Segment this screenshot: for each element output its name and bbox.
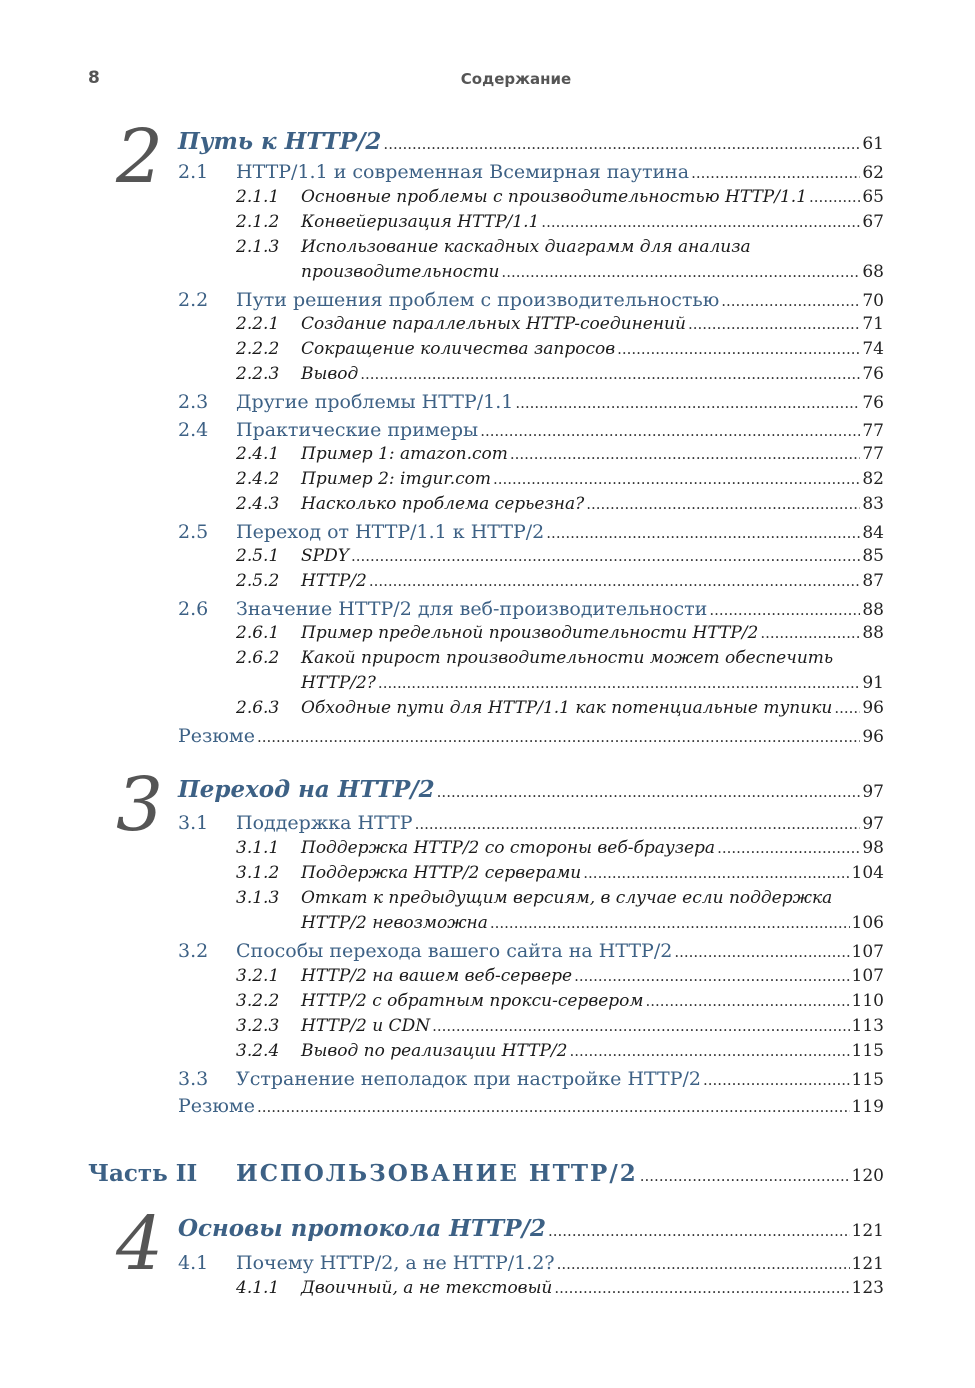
dot-leader — [360, 365, 860, 383]
page-ref: 121 — [851, 1221, 884, 1241]
toc-section[interactable] — [178, 940, 884, 966]
dot-leader — [834, 699, 860, 717]
toc-section[interactable] — [178, 598, 884, 624]
toc-subsection[interactable] — [236, 212, 884, 238]
toc-subsection[interactable] — [236, 863, 884, 889]
dot-leader — [515, 394, 860, 412]
subsection-number: 2.2.1 — [236, 314, 280, 334]
dot-leader — [617, 340, 860, 358]
section-title: Устранение неполадок при настройке HTTP/2 — [236, 1068, 701, 1090]
page-ref: 110 — [851, 991, 884, 1011]
subsection-title: Создание параллельных HTTP-соединений — [301, 314, 686, 334]
section-number: 3.2 — [178, 940, 209, 962]
toc-subsection[interactable] — [236, 966, 884, 992]
dot-leader — [257, 728, 860, 746]
page-ref: 119 — [851, 1097, 884, 1117]
section-number: 3.3 — [178, 1068, 209, 1090]
dot-leader — [480, 422, 860, 440]
section-number: 4.1 — [178, 1252, 209, 1274]
page-ref: 115 — [851, 1070, 884, 1090]
dot-leader — [586, 495, 860, 513]
dot-leader — [640, 1167, 850, 1185]
toc-section[interactable] — [178, 391, 884, 417]
subsection-title-continued: HTTP/2 невозможна — [301, 913, 488, 933]
page-ref: 77 — [862, 421, 884, 441]
section-number: 2.4 — [178, 419, 209, 441]
page-ref: 96 — [862, 698, 884, 718]
toc-subsection[interactable] — [236, 444, 884, 470]
dot-leader — [691, 164, 860, 182]
toc-subsection[interactable] — [236, 187, 884, 213]
part-label: Часть II — [88, 1160, 198, 1187]
subsection-title: HTTP/2 — [301, 571, 367, 591]
subsection-title-continued: HTTP/2? — [301, 673, 376, 693]
page-ref: 65 — [862, 187, 884, 207]
page-ref: 85 — [862, 546, 884, 566]
toc-subsection[interactable] — [236, 494, 884, 520]
subsection-title: Сокращение количества запросов — [301, 339, 616, 359]
toc-subsection[interactable] — [236, 237, 884, 263]
page-ref: 84 — [862, 523, 884, 543]
dot-leader — [809, 188, 860, 206]
page-number: 8 — [88, 68, 100, 88]
page-ref: 97 — [862, 782, 884, 802]
page-ref: 107 — [851, 966, 884, 986]
subsection-title: Пример 2: imgur.com — [301, 469, 491, 489]
page-ref: 115 — [851, 1041, 884, 1061]
subsection-number: 3.1.3 — [236, 888, 280, 908]
dot-leader — [709, 601, 860, 619]
page-ref: 121 — [851, 1254, 884, 1274]
chapter-title: Переход на HTTP/2 — [178, 776, 435, 803]
subsection-number: 2.1.2 — [236, 212, 280, 232]
dot-leader — [569, 1042, 849, 1060]
toc-section[interactable] — [178, 161, 884, 187]
page-ref: 70 — [862, 291, 884, 311]
page-ref: 76 — [862, 393, 884, 413]
dot-leader — [369, 572, 861, 590]
toc-subsection-continued[interactable] — [301, 673, 884, 699]
subsection-title: Двоичный, а не текстовый — [301, 1278, 553, 1298]
dot-leader — [557, 1255, 850, 1273]
dot-leader — [415, 815, 861, 833]
dot-leader — [493, 470, 860, 488]
toc-subsection[interactable] — [236, 991, 884, 1017]
chapter-title: Основы протокола HTTP/2 — [178, 1215, 546, 1242]
subsection-number: 3.2.2 — [236, 991, 280, 1011]
section-number: 3.1 — [178, 812, 209, 834]
toc-summary[interactable] — [178, 725, 884, 751]
dot-leader — [546, 524, 860, 542]
page-ref: 61 — [862, 134, 884, 154]
section-number: 2.2 — [178, 289, 209, 311]
section-title: Способы перехода вашего сайта на HTTP/2 — [236, 940, 673, 962]
subsection-number: 2.4.1 — [236, 444, 280, 464]
toc-section[interactable] — [178, 812, 884, 838]
toc-subsection[interactable] — [236, 1041, 884, 1067]
subsection-title: Основные проблемы с производительностью HTTP/1.1 — [301, 187, 808, 207]
subsection-title: Поддержка HTTP/2 со стороны веб-браузера — [301, 838, 716, 858]
subsection-title-continued: производительности — [301, 262, 500, 282]
subsection-title: HTTP/2 и CDN — [301, 1016, 431, 1036]
dot-leader — [717, 839, 860, 857]
toc-subsection[interactable] — [236, 698, 884, 724]
section-title: HTTP/1.1 и современная Всемирная паутина — [236, 161, 690, 183]
page-ref: 88 — [862, 600, 884, 620]
dot-leader — [378, 674, 860, 692]
toc-subsection-continued[interactable] — [301, 262, 884, 288]
section-title: Поддержка HTTP — [236, 812, 413, 834]
toc-subsection-continued[interactable] — [301, 913, 884, 939]
section-number: 2.6 — [178, 598, 209, 620]
running-header: Содержание — [460, 70, 572, 88]
page-ref: 67 — [862, 212, 884, 232]
subsection-title: Пример предельной производительности HTTP/2 — [301, 623, 759, 643]
page-ref: 113 — [851, 1016, 884, 1036]
dot-leader — [432, 1017, 849, 1035]
subsection-number: 2.1.3 — [236, 237, 280, 257]
page-ref: 88 — [862, 623, 884, 643]
subsection-title: Какой прирост производительности может обеспечить — [301, 648, 834, 668]
page-ref: 96 — [862, 727, 884, 747]
page-ref: 76 — [862, 364, 884, 384]
subsection-number: 3.2.3 — [236, 1016, 280, 1036]
page-ref: 91 — [862, 673, 884, 693]
subsection-title: Вывод по реализации HTTP/2 — [301, 1041, 568, 1061]
summary-title: Резюме — [178, 1095, 255, 1117]
subsection-number: 2.2.3 — [236, 364, 280, 384]
chapter-title-entry[interactable] — [178, 1215, 884, 1241]
subsection-number: 2.4.3 — [236, 494, 280, 514]
chapter-title: Путь к HTTP/2 — [178, 128, 382, 155]
toc-subsection[interactable] — [236, 888, 884, 914]
chapter-number: 4 — [116, 1201, 164, 1287]
toc-section[interactable] — [178, 289, 884, 315]
section-title: Значение HTTP/2 для веб-производительности — [236, 598, 708, 620]
dot-leader — [760, 624, 860, 642]
subsection-title: Использование каскадных диаграмм для анализа — [301, 237, 751, 257]
page-ref: 107 — [851, 942, 884, 962]
page-ref: 71 — [862, 314, 884, 334]
toc-subsection[interactable] — [236, 546, 884, 572]
subsection-number: 2.6.3 — [236, 698, 280, 718]
dot-leader — [351, 547, 860, 565]
subsection-number: 2.2.2 — [236, 339, 280, 359]
toc-part-entry[interactable] — [88, 1160, 884, 1186]
subsection-number: 2.4.2 — [236, 469, 280, 489]
toc-subsection[interactable] — [236, 469, 884, 495]
subsection-title: Откат к предыдущим версиям, в случае если поддержка — [301, 888, 833, 908]
dot-leader — [554, 1279, 849, 1297]
subsection-number: 2.6.1 — [236, 623, 280, 643]
subsection-title: HTTP/2 с обратным прокси-сервером — [301, 991, 644, 1011]
page-ref: 104 — [851, 863, 884, 883]
subsection-number: 2.6.2 — [236, 648, 280, 668]
toc-summary[interactable] — [178, 1095, 884, 1121]
subsection-title: Обходные пути для HTTP/1.1 как потенциальные тупики — [301, 698, 833, 718]
dot-leader — [645, 992, 849, 1010]
section-number: 2.3 — [178, 391, 209, 413]
subsection-number: 3.2.4 — [236, 1041, 280, 1061]
subsection-title: Насколько проблема серьезна? — [301, 494, 585, 514]
subsection-title: SPDY — [301, 546, 349, 566]
toc-subsection[interactable] — [236, 838, 884, 864]
subsection-number: 3.1.1 — [236, 838, 280, 858]
section-title: Переход от HTTP/1.1 к HTTP/2 — [236, 521, 545, 543]
toc-subsection[interactable] — [236, 623, 884, 649]
toc-section[interactable] — [178, 521, 884, 547]
subsection-number: 2.1.1 — [236, 187, 280, 207]
page-ref: 106 — [851, 913, 884, 933]
subsection-number: 4.1.1 — [236, 1278, 280, 1298]
page-ref: 62 — [862, 163, 884, 183]
page-ref: 68 — [862, 262, 884, 282]
dot-leader — [721, 292, 860, 310]
dot-leader — [674, 943, 849, 961]
chapter-title-entry[interactable] — [178, 776, 884, 802]
dot-leader — [583, 864, 849, 882]
toc-section[interactable] — [178, 1068, 884, 1094]
dot-leader — [541, 213, 860, 231]
dot-leader — [574, 967, 849, 985]
section-title: Практические примеры — [236, 419, 479, 441]
page-ref: 82 — [862, 469, 884, 489]
subsection-title: HTTP/2 на вашем веб-сервере — [301, 966, 573, 986]
toc-subsection[interactable] — [236, 339, 884, 365]
toc-subsection[interactable] — [236, 314, 884, 340]
page-ref: 74 — [862, 339, 884, 359]
toc-subsection[interactable] — [236, 364, 884, 390]
page-ref: 98 — [862, 838, 884, 858]
page-ref: 87 — [862, 571, 884, 591]
dot-leader — [383, 135, 860, 153]
toc-section[interactable] — [178, 1252, 884, 1278]
dot-leader — [490, 914, 850, 932]
subsection-number: 2.5.2 — [236, 571, 280, 591]
page-ref: 123 — [851, 1278, 884, 1298]
dot-leader — [688, 315, 860, 333]
page-ref: 97 — [862, 814, 884, 834]
subsection-number: 3.2.1 — [236, 966, 280, 986]
section-title: Другие проблемы HTTP/1.1 — [236, 391, 514, 413]
dot-leader — [437, 783, 861, 801]
page-ref: 77 — [862, 444, 884, 464]
subsection-number: 2.5.1 — [236, 546, 280, 566]
chapter-number: 3 — [116, 762, 164, 848]
section-title: Почему HTTP/2, а не HTTP/1.2? — [236, 1252, 555, 1274]
chapter-number: 2 — [116, 114, 164, 200]
dot-leader — [703, 1071, 850, 1089]
chapter-title-entry[interactable] — [178, 128, 884, 154]
toc-section[interactable] — [178, 419, 884, 445]
section-title: Пути решения проблем с производительностью — [236, 289, 720, 311]
subsection-title: Вывод — [301, 364, 359, 384]
toc-subsection[interactable] — [236, 1278, 884, 1304]
toc-subsection[interactable] — [236, 571, 884, 597]
dot-leader — [257, 1098, 850, 1116]
toc-subsection[interactable] — [236, 1016, 884, 1042]
part-title: ИСПОЛЬЗОВАНИЕ HTTP/2 — [236, 1160, 638, 1187]
dot-leader — [501, 263, 860, 281]
toc-subsection[interactable] — [236, 648, 884, 674]
page-ref: 120 — [851, 1166, 884, 1186]
summary-title: Резюме — [178, 725, 255, 747]
subsection-title: Поддержка HTTP/2 серверами — [301, 863, 582, 883]
subsection-title: Конвейеризация HTTP/1.1 — [301, 212, 540, 232]
subsection-number: 3.1.2 — [236, 863, 280, 883]
section-number: 2.1 — [178, 161, 209, 183]
dot-leader — [510, 445, 861, 463]
page-ref: 83 — [862, 494, 884, 514]
subsection-title: Пример 1: amazon.com — [301, 444, 508, 464]
section-number: 2.5 — [178, 521, 209, 543]
dot-leader — [548, 1222, 850, 1240]
